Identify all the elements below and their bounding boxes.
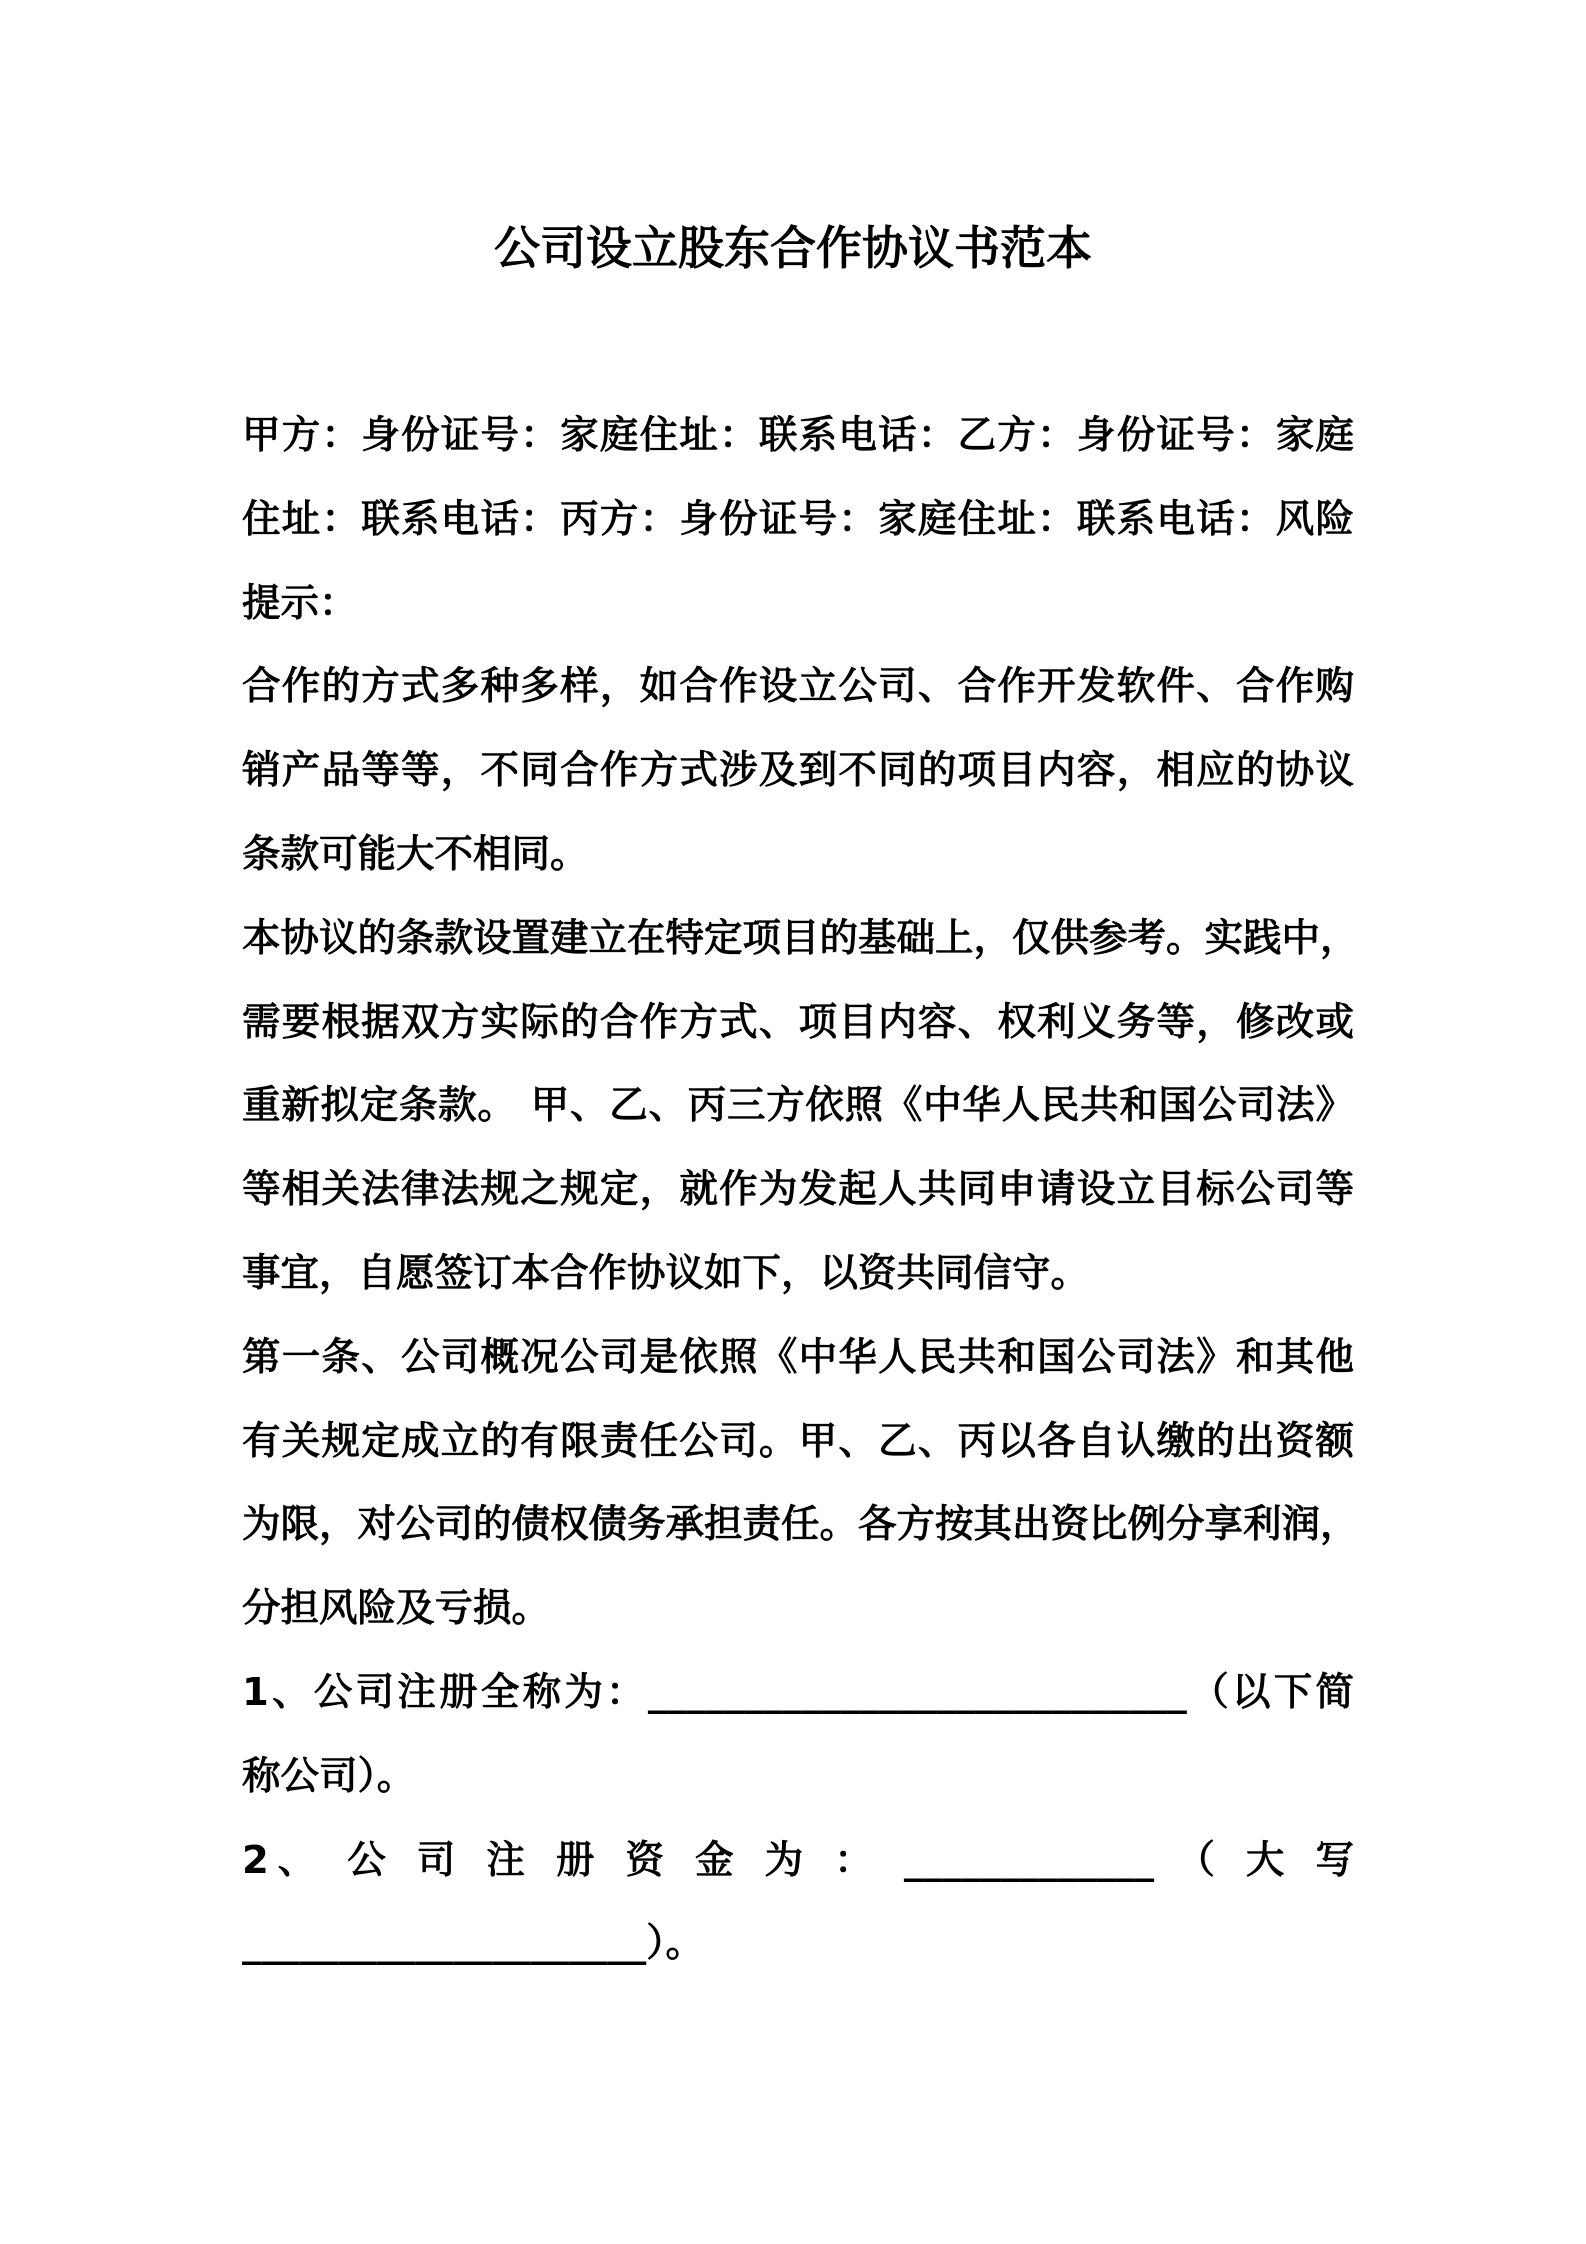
text-line: 分担风险及亏损。 xyxy=(242,1586,551,1632)
document-body xyxy=(242,394,1359,1986)
text-line: 第一条、公司概况公司是依照《中华人民共和国公司法》和其他 xyxy=(242,1334,1354,1380)
text-line: 2、 公 司 注 册 资 金 为 ： _____________ （ 大 写 xyxy=(242,1837,1354,1883)
text-line: 甲方：身份证号：家庭住址：联系电话：乙方：身份证号：家庭 xyxy=(242,413,1354,458)
text-line: 有关规定成立的有限责任公司。甲、乙、丙以各自认缴的出资额 xyxy=(242,1418,1354,1464)
text-line: 提示： xyxy=(242,580,358,626)
text-line: 重新拟定条款。 甲、乙、丙三方依照《中华人民共和国公司法》 xyxy=(242,1083,1354,1129)
text-line: 销产品等等，不同合作方式涉及到不同的项目内容，相应的协议 xyxy=(242,748,1354,794)
text-line: 需要根据双方实际的合作方式、项目内容、权利义务等，修改或 xyxy=(242,999,1354,1045)
text-line: 事宜，自愿签订本合作协议如下，以资共同信守。 xyxy=(242,1250,1090,1296)
document-title: 公司设立股东合作协议书范本 xyxy=(494,221,1092,275)
text-line: 住址：联系电话：丙方：身份证号：家庭住址：联系电话：风险 xyxy=(242,496,1354,542)
text-line: _____________________）。 xyxy=(242,1921,705,1967)
text-line: 为限，对公司的债权债务承担责任。各方按其出资比例分享利润， xyxy=(242,1502,1359,1548)
text-line: 等相关法律法规之规定，就作为发起人共同申请设立目标公司等 xyxy=(242,1167,1354,1213)
text-line: 合作的方式多种多样，如合作设立公司、合作开发软件、合作购 xyxy=(242,664,1354,710)
text-line: 称公司）。 xyxy=(242,1753,416,1799)
text-line: 1、公司注册全称为：____________________________（以下简 xyxy=(242,1669,1354,1715)
text-line: 条款可能大不相同。 xyxy=(242,831,589,877)
text-line: 本协议的条款设置建立在特定项目的基础上，仅供参考。实践中， xyxy=(242,915,1359,961)
